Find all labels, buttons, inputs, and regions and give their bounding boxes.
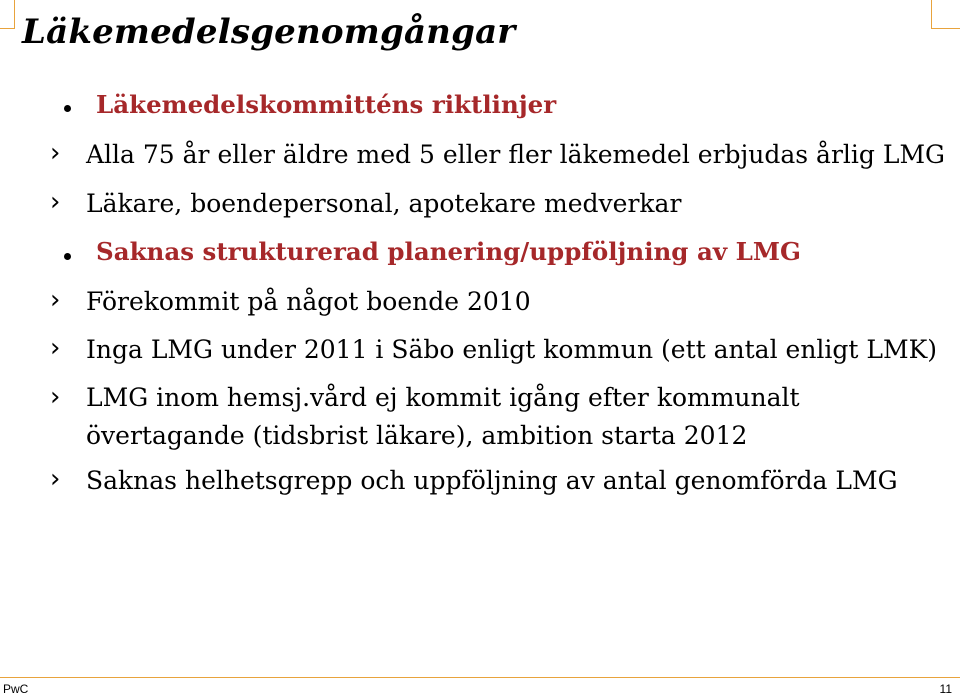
list-item: LMG inom hemsj.vård ej kommit igång efter kommunalt övertagande (tidsbrist läkare), ambition starta 2012 — [86, 383, 800, 450]
bullet-dot-icon — [64, 253, 71, 260]
bullet-dot-icon — [64, 105, 71, 112]
corner-mark-left — [0, 0, 15, 29]
list-item: Inga LMG under 2011 i Säbo enligt kommun (ett antal enligt LMK) — [86, 335, 938, 364]
chevron-right-icon: › — [50, 187, 61, 217]
list-item: Läkare, boendepersonal, apotekare medverkar — [86, 189, 682, 218]
chevron-right-icon: › — [50, 382, 61, 412]
list-item: Förekommit på något boende 2010 — [86, 287, 531, 316]
list-item: Saknas helhetsgrepp och uppföljning av antal genomförda LMG — [86, 466, 898, 495]
section-heading-planning: Saknas strukturerad planering/uppföljning av LMG — [96, 237, 801, 266]
footer-brand: PwC — [3, 682, 29, 696]
chevron-right-icon: › — [50, 138, 61, 168]
chevron-right-icon: › — [50, 285, 61, 315]
slide-title: Läkemedelsgenomgångar — [22, 12, 516, 52]
list-item: Alla 75 år eller äldre med 5 eller fler läkemedel erbjudas årlig LMG — [86, 140, 946, 169]
chevron-right-icon: › — [50, 464, 61, 494]
section-heading-guidelines: Läkemedelskommitténs riktlinjer — [96, 90, 557, 119]
footer-divider — [0, 677, 960, 678]
corner-mark-right — [931, 0, 960, 29]
chevron-right-icon: › — [50, 333, 61, 363]
page-number: 11 — [939, 682, 952, 696]
